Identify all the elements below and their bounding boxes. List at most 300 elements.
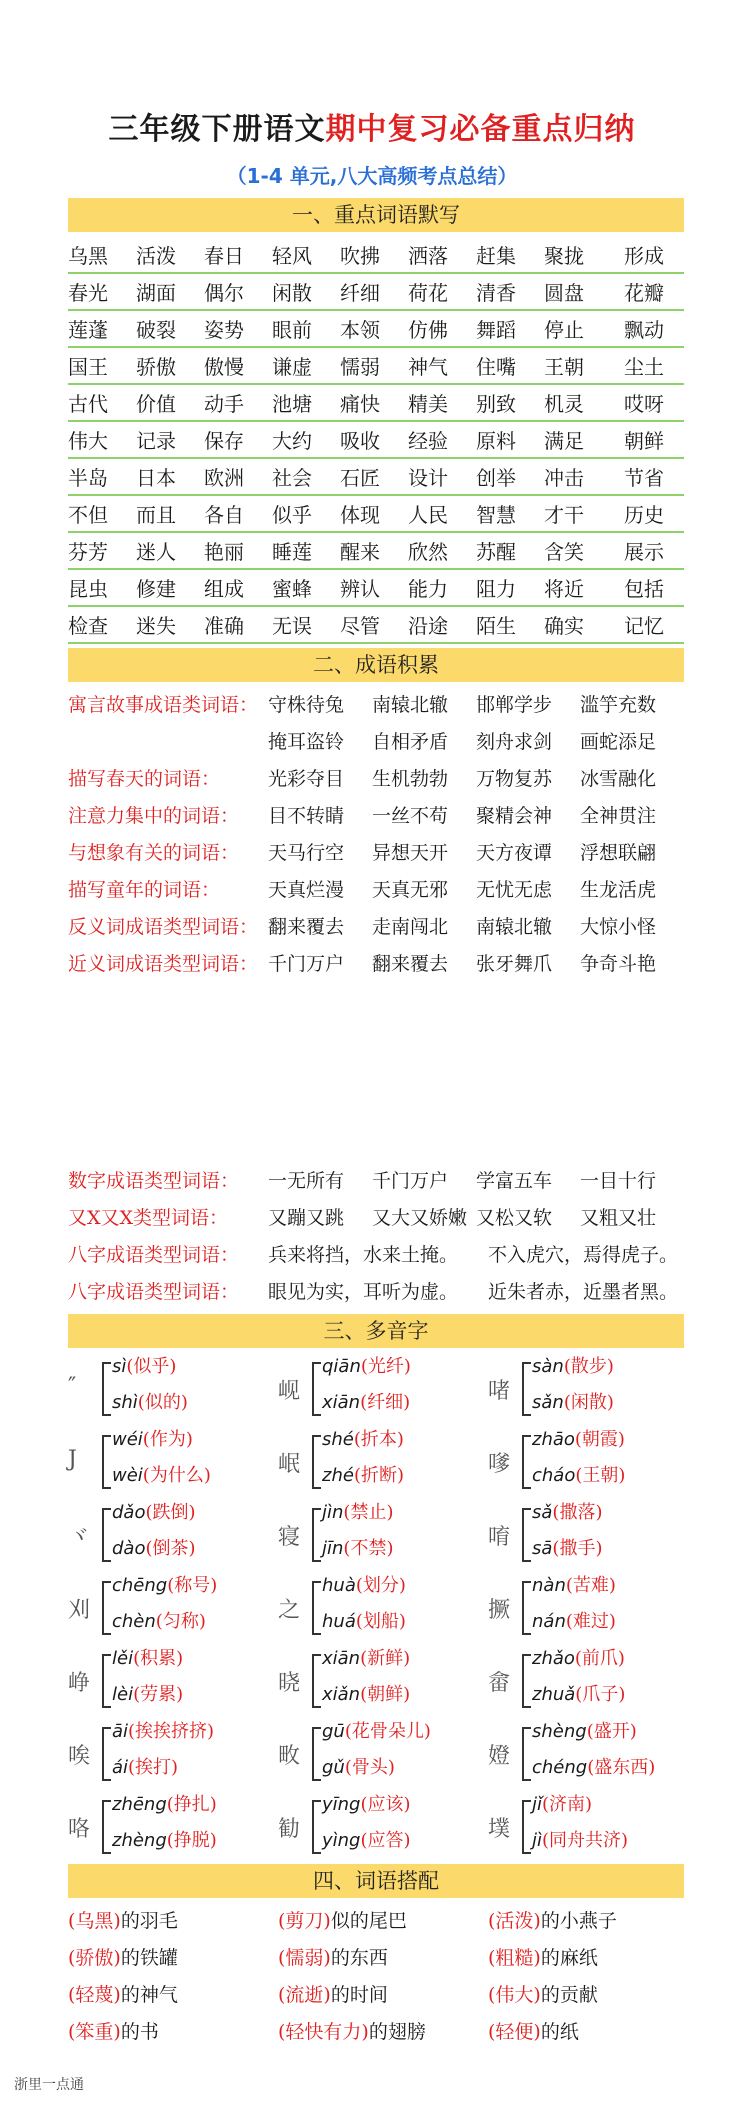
bracket <box>522 1654 531 1708</box>
idiom-item: 天马行空 <box>268 842 345 864</box>
vocab-word: 闲散 <box>272 281 312 305</box>
idiom-item: 刻舟求剑 <box>476 731 553 753</box>
polyphone-entry <box>488 1498 678 1570</box>
vocab-word: 似乎 <box>272 503 312 527</box>
reading-line <box>112 1644 183 1670</box>
reading-line <box>112 1607 206 1633</box>
idiom-row <box>68 908 684 944</box>
reading-line <box>322 1388 410 1414</box>
polyphone-char: 墣 <box>488 1817 511 1842</box>
reading-line <box>112 1753 178 1779</box>
idiom-item: 又松又软 <box>476 1207 553 1229</box>
vocab-word: 精美 <box>408 392 448 416</box>
vocab-word: 春光 <box>68 281 108 305</box>
match-item <box>278 1906 407 1933</box>
vocab-word: 古代 <box>68 392 108 416</box>
match-word: (流逝) <box>278 1984 331 2006</box>
pinyin: zhé <box>322 1465 354 1486</box>
vocab-row <box>68 273 684 311</box>
match-rest: 的羽毛 <box>120 1910 178 1932</box>
vocab-word: 欣然 <box>408 540 448 564</box>
pinyin: nàn <box>532 1575 566 1596</box>
idiom-row <box>68 723 684 759</box>
vocab-word: 吸收 <box>340 429 380 453</box>
vocab-word: 保存 <box>204 429 244 453</box>
reading-line <box>322 1826 411 1852</box>
idiom-row <box>68 871 684 907</box>
vocab-word: 圆盘 <box>544 281 584 305</box>
vocab-row <box>68 421 684 459</box>
reading-line <box>532 1826 628 1852</box>
pinyin: sǎ <box>532 1502 553 1523</box>
vocab-word: 组成 <box>204 577 244 601</box>
match-word: (轻蔑) <box>68 1984 121 2006</box>
idiom-category: 数字成语类型词语： <box>68 1170 240 1192</box>
example-word: (王朝) <box>575 1465 626 1486</box>
reading-line <box>322 1644 410 1670</box>
vocab-word: 谦虚 <box>272 355 312 379</box>
reading-line <box>322 1790 411 1816</box>
vocab-word: 活泼 <box>136 244 176 268</box>
example-word: (撒落) <box>552 1502 603 1523</box>
vocab-word: 池塘 <box>272 392 312 416</box>
pinyin: chéng <box>532 1757 588 1778</box>
vocab-word: 国王 <box>68 355 108 379</box>
reading-line <box>532 1644 625 1670</box>
vocab-word: 价值 <box>136 392 176 416</box>
polyphone-entry <box>488 1790 678 1862</box>
vocab-word: 吹拂 <box>340 244 380 268</box>
pinyin: zhèng <box>112 1830 167 1851</box>
idiom-item: 无忧无虑 <box>476 879 553 901</box>
vocab-word: 醒来 <box>340 540 380 564</box>
reading-line <box>532 1790 592 1816</box>
match-word: (粗糙) <box>488 1947 541 1969</box>
pinyin: āi <box>112 1721 129 1742</box>
example-word: (爪子) <box>575 1684 626 1705</box>
vocab-word: 姿势 <box>204 318 244 342</box>
reading-line <box>112 1790 217 1816</box>
reading-line <box>112 1571 217 1597</box>
vocab-word: 轻风 <box>272 244 312 268</box>
idiom-category: 八字成语类型词语： <box>68 1281 240 1303</box>
vocab-word: 而且 <box>136 503 176 527</box>
example-word: (前爪) <box>574 1648 625 1669</box>
footer-watermark: 浙里一点通 <box>14 2077 84 2093</box>
reading-line <box>322 1498 393 1524</box>
idiom-item: 张牙舞爪 <box>476 953 553 975</box>
idiom-item: 画蛇添足 <box>580 731 657 753</box>
idiom-row <box>68 797 684 833</box>
idiom-item: 一无所有 <box>268 1170 345 1192</box>
idiom-item: 不入虎穴，焉得虎子。 <box>488 1244 679 1266</box>
example-word: (跌倒) <box>145 1502 196 1523</box>
idiom-item: 天真烂漫 <box>268 879 345 901</box>
pinyin: yìng <box>322 1830 361 1851</box>
vocab-word: 欧洲 <box>204 466 244 490</box>
polyphone-entry <box>278 1790 468 1862</box>
polyphone-entry <box>278 1717 468 1789</box>
polyphone-char: 之 <box>278 1598 301 1623</box>
match-word: (骄傲) <box>68 1947 121 1969</box>
match-item <box>68 1943 178 1970</box>
vocab-word: 包括 <box>624 577 664 601</box>
vocab-word: 聚拢 <box>544 244 584 268</box>
idiom-category: 注意力集中的词语： <box>68 805 240 827</box>
vocab-word: 昆虫 <box>68 577 108 601</box>
vocab-word: 准确 <box>204 614 244 638</box>
idiom-item: 生机勃勃 <box>372 768 449 790</box>
example-word: (济南) <box>542 1794 593 1815</box>
vocab-word: 迷失 <box>136 614 176 638</box>
polyphone-char: ″ <box>68 1374 77 1399</box>
bracket <box>102 1800 111 1854</box>
idiom-item: 又蹦又跳 <box>268 1207 345 1229</box>
vocab-word: 阻力 <box>476 577 516 601</box>
match-row <box>68 1939 684 1975</box>
match-item <box>488 1906 617 1933</box>
vocab-word: 尽管 <box>340 614 380 638</box>
example-word: (应该) <box>360 1794 411 1815</box>
idiom-item: 走南闯北 <box>372 916 449 938</box>
example-word: (新鲜) <box>360 1648 411 1669</box>
example-word: (劳累) <box>133 1684 184 1705</box>
pinyin: xiān <box>322 1392 361 1413</box>
idiom-item: 一丝不苟 <box>372 805 449 827</box>
pinyin: sì <box>112 1356 127 1377</box>
bracket <box>312 1508 321 1562</box>
idiom-item: 万物复苏 <box>476 768 553 790</box>
example-word: (匀称) <box>155 1611 206 1632</box>
pinyin: gǔ <box>322 1757 345 1778</box>
bracket <box>522 1727 531 1781</box>
polyphone-char: 唷 <box>488 1525 511 1550</box>
match-item <box>488 2017 579 2044</box>
bracket <box>102 1508 111 1562</box>
pinyin: qiān <box>322 1356 361 1377</box>
match-word: (剪刀) <box>278 1910 331 1932</box>
idiom-item: 聚精会神 <box>476 805 553 827</box>
vocab-word: 纤细 <box>340 281 380 305</box>
vocab-word: 机灵 <box>544 392 584 416</box>
example-word: (盛东西) <box>587 1757 656 1778</box>
polyphone-char: 撅 <box>488 1598 511 1623</box>
idiom-item: 近朱者赤，近墨者黑。 <box>488 1281 679 1303</box>
example-word: (挨打) <box>128 1757 179 1778</box>
vocab-word: 确实 <box>544 614 584 638</box>
pinyin: jì <box>532 1830 543 1851</box>
example-word: (挨挨挤挤) <box>128 1721 215 1742</box>
idiom-row <box>68 1236 684 1272</box>
example-word: (难过) <box>565 1611 616 1632</box>
polyphone-entry <box>278 1571 468 1643</box>
idiom-item: 翻来覆去 <box>372 953 449 975</box>
pinyin: wéi <box>112 1429 143 1450</box>
vocab-word: 芬芳 <box>68 540 108 564</box>
match-word: (懦弱) <box>278 1947 331 1969</box>
vocab-row <box>68 384 684 422</box>
polyphone-entry <box>68 1790 258 1862</box>
example-word: (禁止) <box>343 1502 394 1523</box>
reading-line <box>322 1425 404 1451</box>
match-item <box>278 2017 426 2044</box>
match-rest: 的小燕子 <box>540 1910 617 1932</box>
idiom-item: 争奇斗艳 <box>580 953 657 975</box>
idiom-category: 八字成语类型词语： <box>68 1244 240 1266</box>
vocab-word: 本领 <box>340 318 380 342</box>
vocab-word: 石匠 <box>340 466 380 490</box>
vocab-word: 别致 <box>476 392 516 416</box>
polyphone-entry <box>278 1498 468 1570</box>
page-title <box>0 104 744 148</box>
idiom-item: 掩耳盗铃 <box>268 731 345 753</box>
match-word: (伟大) <box>488 1984 541 2006</box>
vocab-word: 偶尔 <box>204 281 244 305</box>
reading-line <box>322 1680 410 1706</box>
polyphone-entry <box>278 1425 468 1497</box>
vocab-word: 懦弱 <box>340 355 380 379</box>
vocab-row <box>68 458 684 496</box>
pinyin: dǎo <box>112 1502 146 1523</box>
reading-line <box>532 1498 602 1524</box>
reading-line <box>112 1826 217 1852</box>
vocab-word: 半岛 <box>68 466 108 490</box>
vocab-word: 辨认 <box>340 577 380 601</box>
example-word: (苦难) <box>565 1575 616 1596</box>
bracket <box>522 1435 531 1489</box>
idiom-row <box>68 1273 684 1309</box>
example-word: (挣脱) <box>166 1830 217 1851</box>
vocab-word: 眼前 <box>272 318 312 342</box>
vocab-word: 体现 <box>340 503 380 527</box>
pinyin: zhuǎ <box>532 1684 576 1705</box>
example-word: (朝鲜) <box>360 1684 411 1705</box>
polyphone-char: 峥 <box>68 1671 91 1696</box>
bracket <box>102 1654 111 1708</box>
bracket <box>102 1581 111 1635</box>
match-word: (乌黑) <box>68 1910 121 1932</box>
vocab-word: 睡莲 <box>272 540 312 564</box>
example-word: (散步) <box>563 1356 614 1377</box>
vocab-word: 陌生 <box>476 614 516 638</box>
vocab-word: 不但 <box>68 503 108 527</box>
vocab-word: 设计 <box>408 466 448 490</box>
vocab-word: 冲击 <box>544 466 584 490</box>
polyphone-char: ヾ <box>68 1525 91 1550</box>
idiom-row <box>68 945 684 981</box>
vocab-word: 住嘴 <box>476 355 516 379</box>
idiom-item: 光彩夺目 <box>268 768 345 790</box>
vocab-word: 原料 <box>476 429 516 453</box>
polyphone-char: 勧 <box>278 1817 301 1842</box>
polyphone-char: 岘 <box>278 1379 301 1404</box>
vocab-word: 艳丽 <box>204 540 244 564</box>
idiom-category: 又X又X类型词语： <box>68 1207 229 1229</box>
reading-line <box>112 1461 211 1487</box>
vocab-word: 荷花 <box>408 281 448 305</box>
idiom-item: 天真无邪 <box>372 879 449 901</box>
vocab-word: 王朝 <box>544 355 584 379</box>
vocab-word: 停止 <box>544 318 584 342</box>
vocab-word: 记录 <box>136 429 176 453</box>
polyphone-char: 畋 <box>278 1744 301 1769</box>
vocab-word: 才干 <box>544 503 584 527</box>
vocab-word: 形成 <box>624 244 664 268</box>
polyphone-char: J <box>68 1447 77 1472</box>
vocab-word: 经验 <box>408 429 448 453</box>
example-word: (应答) <box>360 1830 411 1851</box>
reading-line <box>112 1534 196 1560</box>
polyphone-entry <box>68 1498 258 1570</box>
vocab-word: 动手 <box>204 392 244 416</box>
idiom-item: 眼见为实，耳听为虚。 <box>268 1281 459 1303</box>
vocab-word: 痛快 <box>340 392 380 416</box>
polyphone-entry <box>278 1644 468 1716</box>
example-word: (纤细) <box>360 1392 411 1413</box>
match-item <box>68 1980 178 2007</box>
match-item <box>278 1943 388 1970</box>
polyphone-entry <box>488 1425 678 1497</box>
idiom-item: 全神贯注 <box>580 805 657 827</box>
reading-line <box>532 1461 625 1487</box>
vocab-word: 哎呀 <box>624 392 664 416</box>
polyphone-char: 岷 <box>278 1452 301 1477</box>
reading-line <box>532 1607 616 1633</box>
pinyin: jǐ <box>532 1794 543 1815</box>
match-rest: 的铁罐 <box>120 1947 178 1969</box>
bracket <box>312 1654 321 1708</box>
polyphone-entry <box>278 1352 468 1424</box>
pinyin: ái <box>112 1757 129 1778</box>
pinyin: shèng <box>532 1721 587 1742</box>
vocab-row <box>68 569 684 607</box>
pinyin: jìn <box>322 1502 344 1523</box>
reading-line <box>532 1425 625 1451</box>
polyphone-char: 唉 <box>68 1744 91 1769</box>
idiom-item: 翻来覆去 <box>268 916 345 938</box>
example-word: (似乎) <box>126 1356 177 1377</box>
idiom-category: 与想象有关的词语： <box>68 842 240 864</box>
pinyin: dào <box>112 1538 146 1559</box>
example-word: (积累) <box>133 1648 184 1669</box>
idiom-item: 冰雪融化 <box>580 768 657 790</box>
bracket <box>102 1435 111 1489</box>
idiom-item: 天方夜谭 <box>476 842 553 864</box>
section-header-polyphones: 三、多音字 <box>68 1314 684 1348</box>
vocab-word: 仿佛 <box>408 318 448 342</box>
polyphone-entry <box>68 1717 258 1789</box>
polyphone-entry <box>488 1352 678 1424</box>
pinyin: gū <box>322 1721 345 1742</box>
match-item <box>488 1943 598 1970</box>
idiom-item: 千门万户 <box>268 953 345 975</box>
bracket <box>312 1800 321 1854</box>
bracket <box>312 1727 321 1781</box>
idiom-item: 大惊小怪 <box>580 916 657 938</box>
match-rest: 的时间 <box>330 1984 388 2006</box>
idiom-item: 学富五车 <box>476 1170 553 1192</box>
idiom-item: 又粗又壮 <box>580 1207 657 1229</box>
vocab-word: 伟大 <box>68 429 108 453</box>
reading-line <box>112 1425 193 1451</box>
vocab-word: 节省 <box>624 466 664 490</box>
match-rest: 的翅膀 <box>368 2021 426 2043</box>
page-subtitle: （1-4 单元,八大高频考点总结） <box>226 164 518 188</box>
match-item <box>68 1906 178 1933</box>
polyphone-entry <box>488 1717 678 1789</box>
vocab-word: 历史 <box>624 503 664 527</box>
vocab-word: 赶集 <box>476 244 516 268</box>
match-row <box>68 2013 684 2049</box>
match-rest: 的东西 <box>330 1947 388 1969</box>
polyphone-char: 嗲 <box>488 1452 511 1477</box>
match-rest: 的麻纸 <box>540 1947 598 1969</box>
match-word: (活泼) <box>488 1910 541 1932</box>
example-word: (为什么) <box>142 1465 211 1486</box>
bracket <box>102 1362 111 1416</box>
vocab-word: 日本 <box>136 466 176 490</box>
polyphone-char: 晓 <box>278 1671 301 1696</box>
example-word: (骨头) <box>344 1757 395 1778</box>
vocab-word: 清香 <box>476 281 516 305</box>
reading-line <box>322 1607 406 1633</box>
match-item <box>488 1980 598 2007</box>
vocab-row <box>68 347 684 385</box>
example-word: (折本) <box>353 1429 404 1450</box>
pinyin: xiǎn <box>322 1684 361 1705</box>
bracket <box>312 1581 321 1635</box>
example-word: (撒手) <box>552 1538 603 1559</box>
pinyin: shì <box>112 1392 138 1413</box>
vocab-word: 春日 <box>204 244 244 268</box>
idiom-item: 南辕北辙 <box>476 916 553 938</box>
reading-line <box>112 1680 183 1706</box>
reading-line <box>112 1388 188 1414</box>
idiom-item: 千门万户 <box>372 1170 449 1192</box>
pinyin: sā <box>532 1538 553 1559</box>
reading-line <box>322 1571 406 1597</box>
reading-line <box>532 1388 614 1414</box>
pinyin: lèi <box>112 1684 134 1705</box>
reading-line <box>322 1717 431 1743</box>
polyphone-entry <box>68 1425 258 1497</box>
idiom-row <box>68 686 684 722</box>
idiom-item: 守株待兔 <box>268 694 345 716</box>
example-word: (称号) <box>167 1575 218 1596</box>
vocab-word: 沿途 <box>408 614 448 638</box>
example-word: (花骨朵儿) <box>344 1721 431 1742</box>
vocab-word: 乌黑 <box>68 244 108 268</box>
title-black: 三年级下册语文 <box>108 112 326 147</box>
vocab-word: 满足 <box>544 429 584 453</box>
vocab-word: 记忆 <box>624 614 664 638</box>
idiom-category: 描写春天的词语： <box>68 768 221 790</box>
polyphone-entry <box>488 1644 678 1716</box>
vocab-row <box>68 495 684 533</box>
example-word: (似的) <box>137 1392 188 1413</box>
reading-line <box>322 1461 404 1487</box>
example-word: (划船) <box>355 1611 406 1632</box>
polyphone-entry <box>488 1571 678 1643</box>
example-word: (闲散) <box>563 1392 614 1413</box>
pinyin: chēng <box>112 1575 168 1596</box>
idiom-category: 寓言故事成语类词语： <box>68 694 259 716</box>
idiom-item: 自相矛盾 <box>372 731 449 753</box>
match-rest: 的纸 <box>540 2021 579 2043</box>
section-header-vocab: 一、重点词语默写 <box>68 198 684 232</box>
idiom-item: 一目十行 <box>580 1170 657 1192</box>
vocab-row <box>68 532 684 570</box>
